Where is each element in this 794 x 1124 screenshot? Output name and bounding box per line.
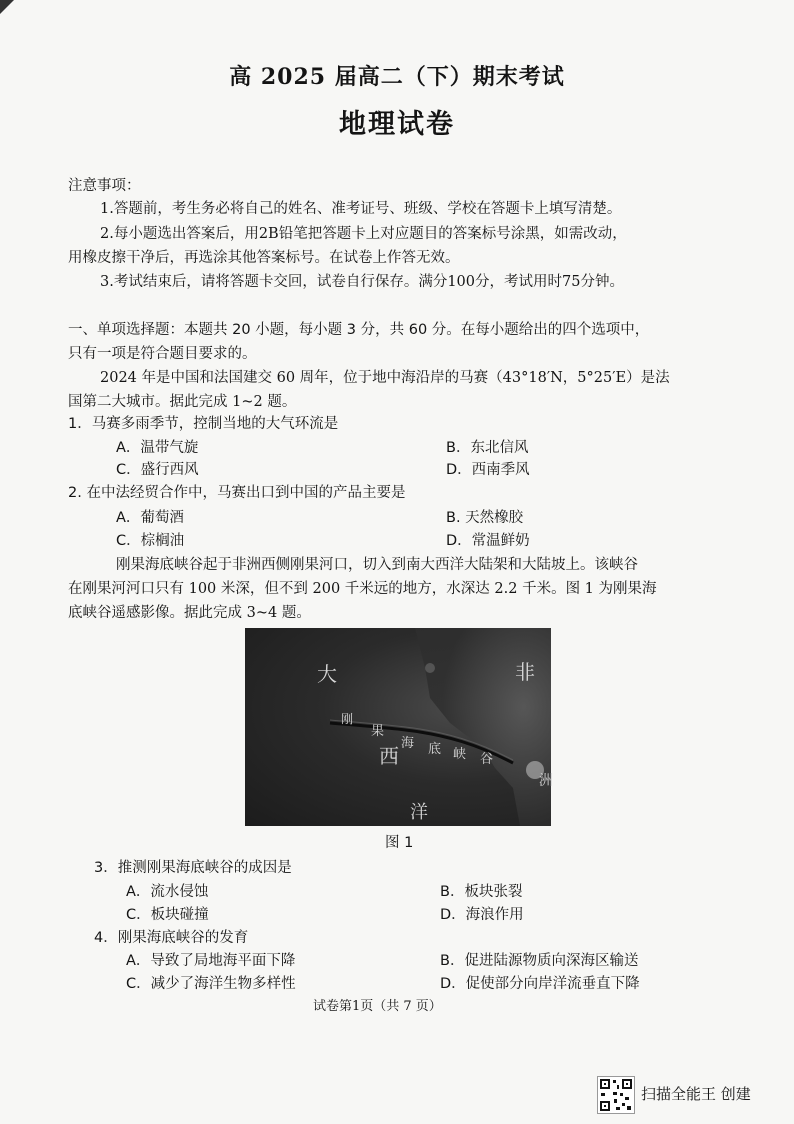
exam-title: 高 2025 届高二（下）期末考试 [229,64,565,90]
intro-text: 2024 年是中国和法国建交 60 周年，位于地中海沿岸的马赛（43°18′N，5°25′E）是法 [100,370,670,386]
question-4-option-b[interactable]: B．促进陆源物质向深海区输送 [440,953,639,969]
label-da: 大 [317,662,337,686]
passage-text-cont: 在刚果河河口只有 100 米深，但不到 200 千米远的地方，水深达 2.2 千米。图 1 为刚果海 [68,581,657,597]
question-3-option-b[interactable]: B．板块张裂 [440,884,523,900]
question-2-option-a[interactable]: A．葡萄酒 [116,510,184,526]
question-3-option-d[interactable]: D．海浪作用 [440,907,524,923]
question-1-option-a[interactable]: A．温带气旋 [116,440,199,456]
question-4-option-c[interactable]: C．减少了海洋生物多样性 [126,976,296,992]
notice-item-1: 1.答题前，考生务必将自己的姓名、准考证号、班级、学校在答题卡上填写清楚。 [100,201,622,217]
notice-item-2-cont: 用橡皮擦干净后，再选涂其他答案标号。在试卷上作答无效。 [68,250,460,266]
question-4-option-a[interactable]: A．导致了局地海平面下降 [126,953,296,969]
notice-item-3: 3.考试结束后，请将答题卡交回，试卷自行保存。满分100分，考试用时75分钟。 [100,274,624,290]
notice-item-2: 2.每小题选出答案后，用2B铅笔把答题卡上对应题目的答案标号涂黑，如需改动， [100,226,627,242]
satellite-image [245,628,551,826]
intro-text-cont: 国第二大城市。据此完成 1~2 题。 [68,394,297,410]
label-zhou: 洲 [539,773,553,789]
question-3-stem: 3．推测刚果海底峡谷的成因是 [94,860,292,876]
label-di: 底 [428,742,442,757]
canyon-map [245,628,551,826]
figure-caption: 图 1 [385,835,414,851]
question-3-option-c[interactable]: C．板块碰撞 [126,907,209,923]
label-guo: 果 [371,724,385,739]
question-2-stem: 2. 在中法经贸合作中，马赛出口到中国的产品主要是 [68,485,406,501]
qr-code-icon [597,1076,635,1114]
section-heading: 一、单项选择题：本题共 20 小题，每小题 3 分，共 60 分。在每小题给出的四个选项中， [68,322,650,338]
label-yang: 洋 [410,802,428,823]
passage-text: 刚果海底峡谷起于非洲西侧刚果河口，切入到南大西洋大陆架和大陆坡上。该峡谷 [116,557,638,573]
passage-text-end: 底峡谷遥感影像。据此完成 3~4 题。 [68,605,311,621]
subject-title: 地理试卷 [339,109,455,140]
question-1-option-c[interactable]: C．盛行西风 [116,462,199,478]
page-number: 试卷第1页（共 7 页） [313,999,442,1014]
label-gang: 刚 [341,712,354,726]
corner-mark [0,0,14,14]
question-2-option-b[interactable]: B. 天然橡胶 [446,510,524,526]
label-xi: 西 [379,744,399,768]
question-1-option-d[interactable]: D．西南季风 [446,462,530,478]
scanner-watermark: 扫描全能王 创建 [641,1085,751,1103]
question-1-option-b[interactable]: B．东北信风 [446,440,529,456]
question-2-option-c[interactable]: C．棕榈油 [116,533,185,549]
section-heading-cont: 只有一项是符合题目要求的。 [68,346,257,362]
question-2-option-d[interactable]: D．常温鲜奶 [446,533,530,549]
cloud-spot [425,663,435,673]
label-hai: 海 [401,736,415,751]
label-xia: 峡 [453,747,467,762]
notice-heading: 注意事项： [68,178,141,194]
question-1-stem: 1．马赛多雨季节，控制当地的大气环流是 [68,416,339,432]
label-fei: 非 [515,660,535,684]
question-4-stem: 4．刚果海底峡谷的发育 [94,930,249,946]
question-4-option-d[interactable]: D．促使部分向岸洋流垂直下降 [440,976,640,992]
question-3-option-a[interactable]: A．流水侵蚀 [126,884,209,900]
label-gu: 谷 [480,752,494,767]
